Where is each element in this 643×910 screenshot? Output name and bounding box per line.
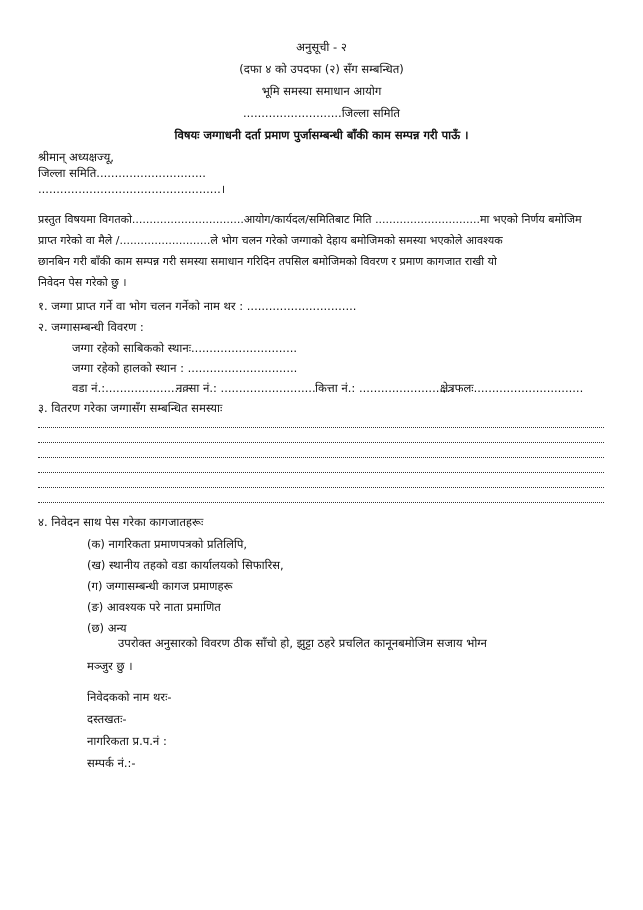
doc-item: (छ) अन्य bbox=[87, 621, 127, 635]
dotted-line-3 bbox=[38, 456, 604, 458]
applicant-name: निवेदकको नाम थरः- bbox=[87, 690, 172, 704]
district-committee: ...........................जिल्ला समिति bbox=[243, 106, 400, 120]
address-place: ..................................................। bbox=[38, 182, 226, 196]
commission-name: भूमि समस्या समाधान आयोग bbox=[261, 84, 382, 98]
doc-item: (ङ) आवश्यक परे नाता प्रमाणित bbox=[87, 600, 221, 614]
section-4-attached-documents: ४. निवेदन साथ पेस गरेका कागजातहरूः bbox=[38, 515, 204, 529]
section-3-problems: ३. वितरण गरेका जग्गासँग सम्बन्धित समस्याः bbox=[38, 401, 223, 415]
section-1-recipient-name: १. जग्गा प्राप्त गर्ने वा भोग चलन गर्नेको नाम थर : .............................. bbox=[38, 299, 357, 313]
land-current-location: जग्गा रहेको हालको स्थान : .............................. bbox=[72, 361, 298, 375]
body-line-1: प्रस्तुत विषयमा विगतको................................आयोग/कार्यदल/समितिबाट मिति ..............................मा भएको निर्णय बमोजिम bbox=[38, 213, 582, 226]
dotted-line-2 bbox=[38, 441, 604, 443]
map-number: नक्सा नं.: .......................... bbox=[176, 381, 316, 395]
declaration-line-1: उपरोक्त अनुसारको विवरण ठीक साँचो हो, झुट्टा ठहरे प्रचलित कानूनबमोजिम सजाय भोग्न bbox=[118, 636, 487, 650]
dotted-line-6 bbox=[38, 501, 604, 503]
dotted-line-1 bbox=[38, 426, 604, 428]
address-committee: जिल्ला समिति.............................. bbox=[38, 166, 206, 180]
doc-item: (ग) जग्गासम्बन्धी कागज प्रमाणहरू bbox=[87, 579, 233, 593]
annex-number: अनुसूची - २ bbox=[296, 40, 347, 54]
body-line-4: निवेदन पेस गरेको छु । bbox=[38, 276, 127, 289]
body-line-2: प्राप्त गरेको वा मैले /..........................ले भोग चलन गरेको जग्गाको देहाय बमोजिमको समस्या भएकोले आवश्यक bbox=[38, 234, 503, 247]
section-2-land-details: २. जग्गासम्बन्धी विवरण : bbox=[38, 320, 144, 334]
land-area: क्षेत्रफलः.............................. bbox=[440, 381, 584, 395]
doc-item: (ख) स्थानीय तहको वडा कार्यालयको सिफारिस, bbox=[87, 558, 284, 572]
citizenship-number: नागरिकता प्र.प.नं : bbox=[87, 734, 167, 748]
salutation: श्रीमान् अध्यक्षज्यू, bbox=[38, 150, 114, 164]
section-reference: (दफा ४ को उपदफा (२) सँग सम्बन्धित) bbox=[239, 62, 404, 76]
doc-item: (क) नागरिकता प्रमाणपत्रको प्रतिलिपि, bbox=[87, 537, 248, 551]
subject-line: विषयः जग्गाधनी दर्ता प्रमाण पुर्जासम्बन्धी बाँकी काम सम्पन्न गरी पाऊँ । bbox=[174, 128, 469, 142]
kitta-number: कित्ता नं.: .......................... bbox=[315, 381, 455, 395]
dotted-line-4 bbox=[38, 471, 604, 473]
contact-number: सम्पर्क नं.:- bbox=[87, 756, 136, 770]
dotted-line-5 bbox=[38, 486, 604, 488]
body-line-3: छानबिन गरी बाँकी काम सम्पन्न गरी समस्या समाधान गरिदिन तपसिल बमोजिमको विवरण र प्रमाण कागजात राखी यो bbox=[38, 255, 497, 268]
land-former-location: जग्गा रहेको साबिकको स्थानः............................. bbox=[72, 341, 298, 355]
applicant-signature: दस्तखतः- bbox=[87, 712, 127, 726]
ward-number: वडा नं.:...................... bbox=[72, 381, 186, 395]
declaration-line-2: मञ्जुर छु । bbox=[87, 659, 133, 673]
